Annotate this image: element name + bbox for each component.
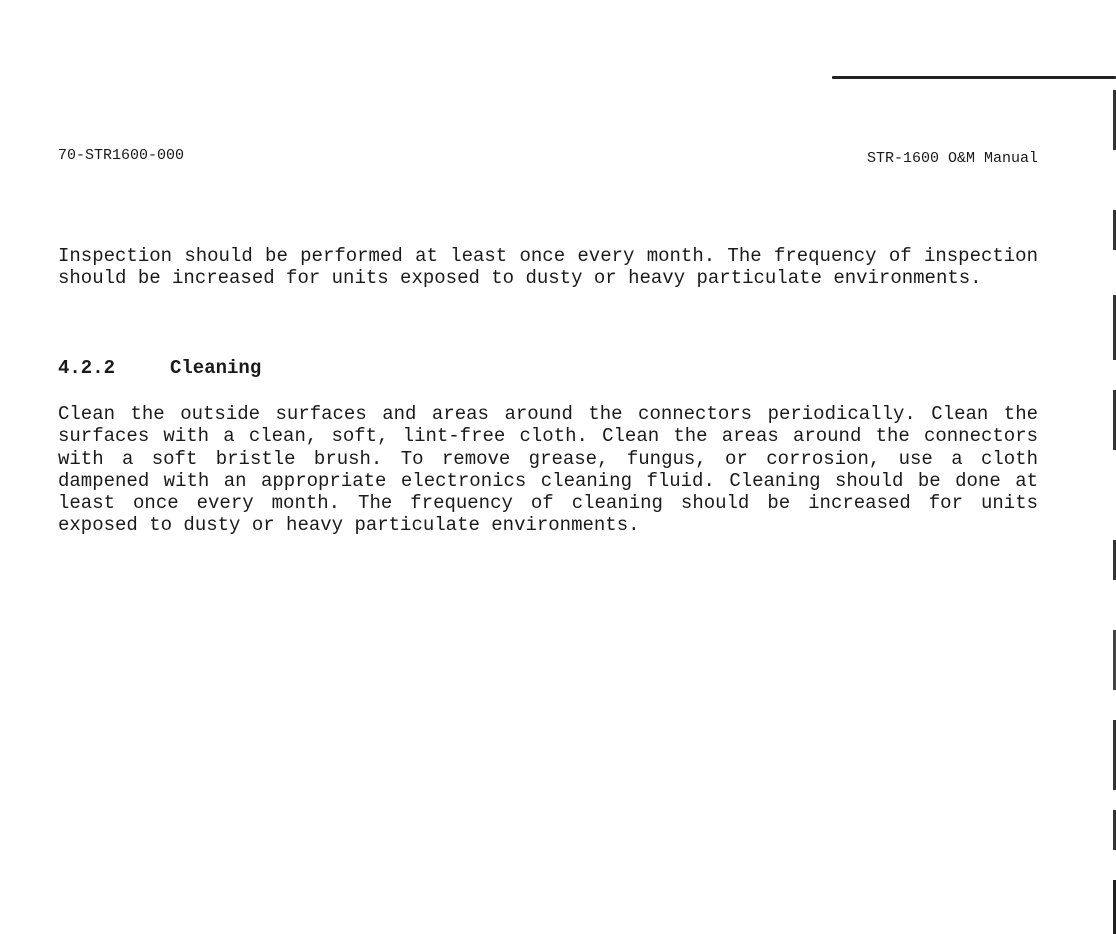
manual-title: STR-1600 O&M Manual (866, 150, 1038, 167)
top-rule-line (832, 76, 1116, 79)
section-title: Cleaning (170, 357, 262, 379)
section-number: 4.2.2 (58, 357, 116, 379)
document-number: 70-STR1600-000 (58, 147, 185, 164)
section-heading (58, 357, 261, 379)
inspection-paragraph: Inspection should be performed at least once every month. The frequency of inspection should be increased for units exposed to dusty or heavy particulate environments. (58, 245, 1038, 290)
cleaning-paragraph: Clean the outside surfaces and areas around the connectors periodically. Clean the surfaces with a clean, soft, lint-free cloth. Clean the areas around the connectors with a soft bristle brush. To remove grease, fungus, or corrosion, use a cloth dampened with an appropriate electronics cleaning fluid. Cleaning should be done at least once every month. The frequency of cleaning should be increased for units exposed to dusty or heavy particulate environments. (58, 403, 1038, 537)
